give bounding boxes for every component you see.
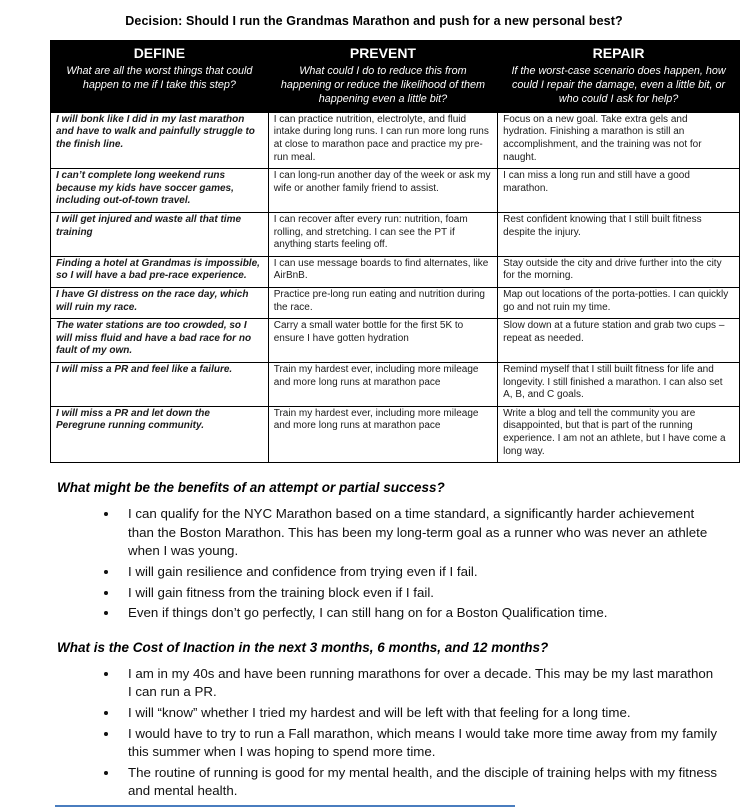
define-cell: I will miss a PR and let down the Peregrune running community. xyxy=(51,406,269,462)
list-item: • I will gain fitness from the training block even if I fail. xyxy=(119,584,718,603)
table-header-row xyxy=(51,41,740,113)
list-item: • I would have to try to run a Fall marathon, which means I would take more time away from my family this summer when I was hoping to spend more time. xyxy=(119,725,718,762)
repair-cell: Slow down at a future station and grab two cups – repeat as needed. xyxy=(498,319,740,363)
list-item: • I will gain resilience and confidence from trying even if I fail. xyxy=(119,563,718,582)
column-header-prevent xyxy=(268,41,497,113)
cost-of-inaction-heading: What is the Cost of Inaction in the next 3 months, 6 months, and 12 months? xyxy=(57,639,549,655)
table-row xyxy=(51,319,740,363)
prevent-column-subtitle: What could I do to reduce this from happening or reduce the likelihood of them happening even a little bit? xyxy=(280,64,485,105)
cost-of-inaction-list xyxy=(119,665,718,801)
table-row xyxy=(51,169,740,213)
prevent-cell: Carry a small water bottle for the first 5K to ensure I have gotten hydration xyxy=(268,319,497,363)
column-header-define xyxy=(51,41,269,113)
repair-cell: Stay outside the city and drive further into the city for the morning. xyxy=(498,256,740,287)
define-cell: The water stations are too crowded, so I will miss fluid and have a bad race for no fault of my own. xyxy=(51,319,269,363)
list-item: • I am in my 40s and have been running marathons for over a decade. This may be my last marathon I can run a PR. xyxy=(119,665,718,702)
table-row xyxy=(51,288,740,319)
cost-of-inaction-section xyxy=(57,640,718,801)
prevent-cell: I can use message boards to find alternates, like AirBnB. xyxy=(268,256,497,287)
repair-cell: Map out locations of the porta-potties. I can quickly go and not ruin my time. xyxy=(498,288,740,319)
prevent-cell: Train my hardest ever, including more mileage and more long runs at marathon pace xyxy=(268,406,497,462)
define-cell: I will bonk like I did in my last marathon and have to walk and painfully struggle to the finish line. xyxy=(51,112,269,168)
repair-cell: Write a blog and tell the community you are disappointed, but that is part of the running experience. I am not an athlete, but I have come a long way. xyxy=(498,406,740,462)
table-row xyxy=(51,406,740,462)
table-row xyxy=(51,112,740,168)
list-item: • Even if things don’t go perfectly, I can still hang on for a Boston Qualification time. xyxy=(119,604,718,623)
define-cell: Finding a hotel at Grandmas is impossible, so I will have a bad pre-race experience. xyxy=(51,256,269,287)
list-item: • I will “know” whether I tried my hardest and will be left with that feeling for a long time. xyxy=(119,704,718,723)
table-row xyxy=(51,213,740,257)
define-cell: I will get injured and waste all that time training xyxy=(51,213,269,257)
list-item: • I can qualify for the NYC Marathon based on a time standard, a significantly harder achievement than the Boston Marathon. This has been my long-term goal as a runner who was never an athlete when I was young. xyxy=(119,505,718,561)
fear-setting-table xyxy=(50,40,740,463)
prevent-cell: Train my hardest ever, including more mileage and more long runs at marathon pace xyxy=(268,362,497,406)
document-page xyxy=(0,14,748,807)
repair-column-subtitle: If the worst-case scenario does happen, how could I repair the damage, even a little bit, or who could I ask for help? xyxy=(511,64,726,105)
repair-column-label: REPAIR xyxy=(592,45,645,61)
define-column-label: DEFINE xyxy=(133,45,186,61)
define-cell: I have GI distress on the race day, which will ruin my race. xyxy=(51,288,269,319)
prevent-cell: I can long-run another day of the week or ask my wife or another family friend to assist. xyxy=(268,169,497,213)
prevent-column-label: PREVENT xyxy=(349,45,416,61)
benefits-section xyxy=(57,480,718,623)
prevent-cell: Practice pre-long run eating and nutrition during the race. xyxy=(268,288,497,319)
list-item: • The routine of running is good for my mental health, and the disciple of training helps with my fitness and mental health. xyxy=(119,764,718,801)
benefits-list xyxy=(119,505,718,623)
prevent-cell: I can practice nutrition, electrolyte, and fluid intake during long runs. I can run more long runs at close to marathon pace and practice my pre-run meal. xyxy=(268,112,497,168)
document-title: Decision: Should I run the Grandmas Marathon and push for a new personal best? xyxy=(125,14,623,28)
table-row xyxy=(51,362,740,406)
benefits-heading: What might be the benefits of an attempt or partial success? xyxy=(57,480,445,496)
define-column-subtitle: What are all the worst things that could happen to me if I take this step? xyxy=(66,64,253,91)
define-cell: I can’t complete long weekend runs because my kids have soccer games, including out-of-town travel. xyxy=(51,169,269,213)
repair-cell: I can miss a long run and still have a good marathon. xyxy=(498,169,740,213)
table-row xyxy=(51,256,740,287)
repair-cell: Focus on a new goal. Take extra gels and hydration. Finishing a marathon is still an accomplishment, and the training was not for naught. xyxy=(498,112,740,168)
column-header-repair xyxy=(498,41,740,113)
define-cell: I will miss a PR and feel like a failure. xyxy=(51,362,269,406)
prevent-cell: I can recover after every run: nutrition, foam rolling, and stretching. I can see the PT if anything starts feeling off. xyxy=(268,213,497,257)
repair-cell: Remind myself that I still built fitness for life and longevity. I still finished a marathon. I can also set A, B, and C goals. xyxy=(498,362,740,406)
repair-cell: Rest confident knowing that I still built fitness despite the injury. xyxy=(498,213,740,257)
